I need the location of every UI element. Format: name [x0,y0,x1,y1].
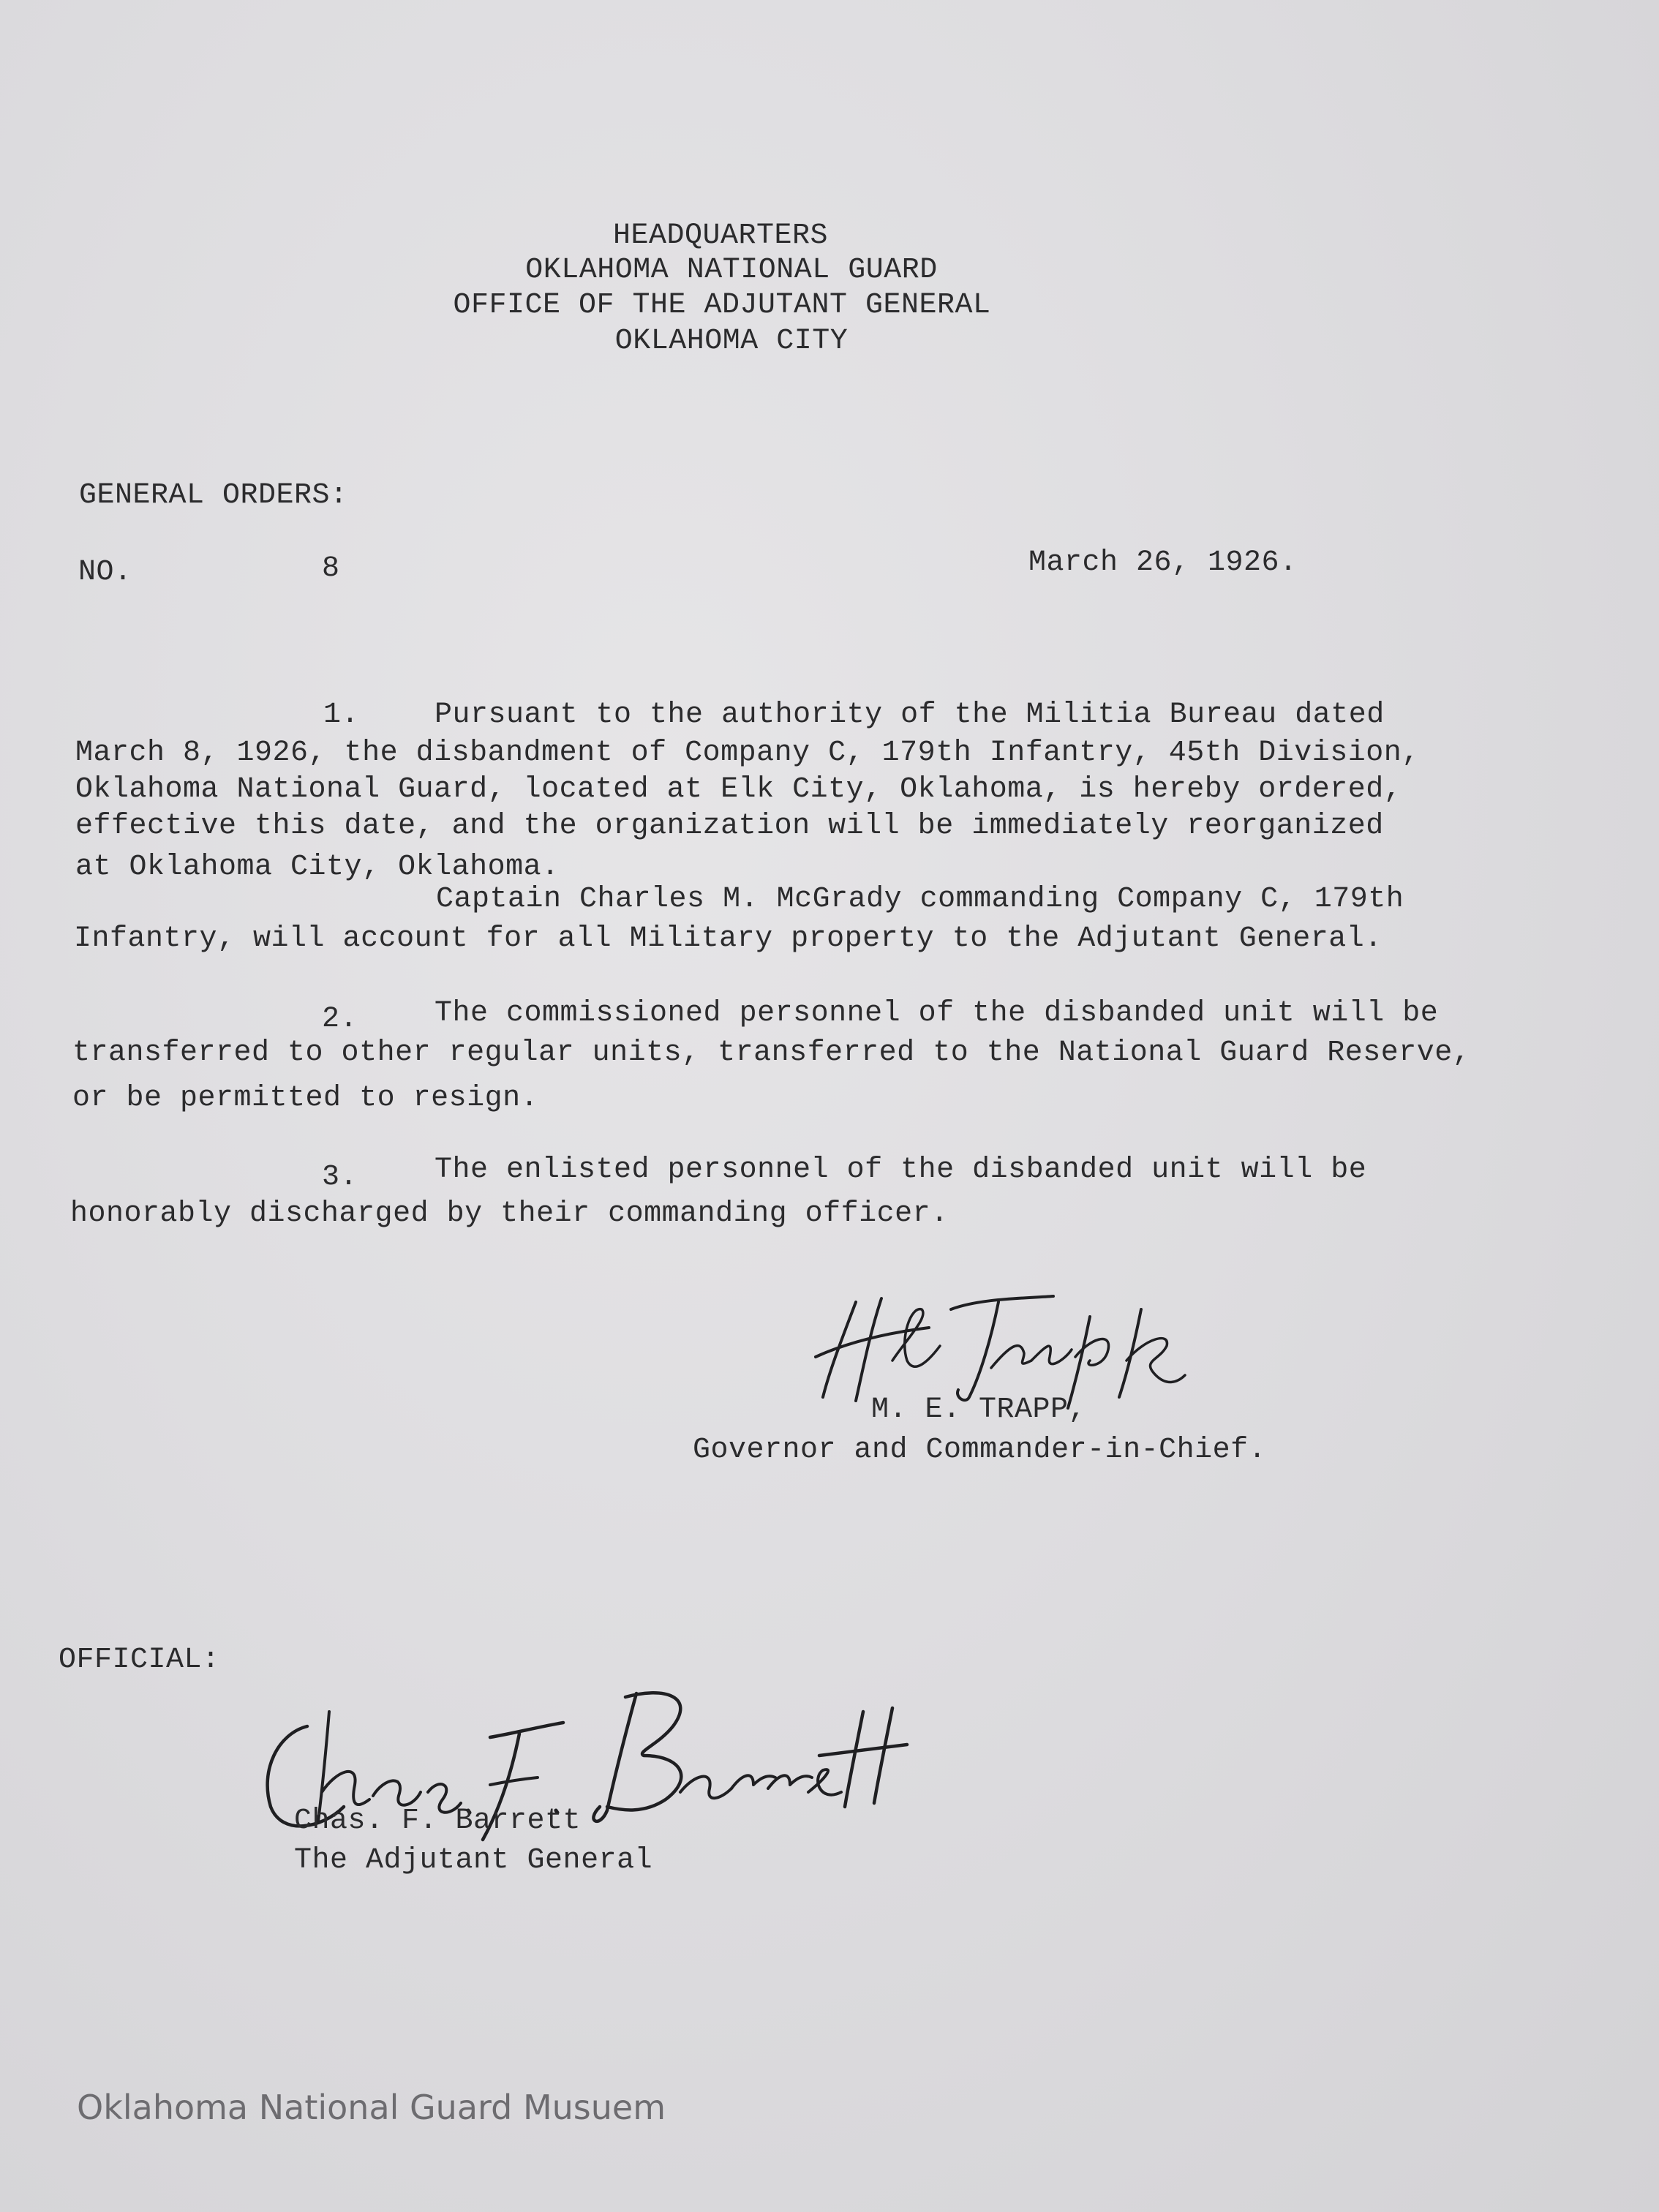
paragraph-3-number: 3. [322,1161,358,1194]
paragraph-1-line: at Oklahoma City, Oklahoma. [75,851,560,884]
paragraph-1-line: March 8, 1926, the disbandment of Company C, 179th Infantry, 45th Division, [75,737,1420,770]
paragraph-1-sub-line: Captain Charles M. McGrady commanding Company C, 179th [436,883,1404,916]
order-date: March 26, 1926. [1028,546,1298,579]
paragraph-3-line: The enlisted personnel of the disbanded unit will be [434,1154,1367,1186]
paragraph-2-line: transferred to other regular units, transferred to the National Guard Reserve, [72,1037,1471,1069]
header-oklahoma-national-guard: OKLAHOMA NATIONAL GUARD [525,254,938,287]
order-number: 8 [322,552,340,585]
header-office-adjutant-general: OFFICE OF THE ADJUTANT GENERAL [453,289,991,322]
paragraph-1-number: 1. [323,699,360,731]
header-headquarters: HEADQUARTERS [612,219,829,252]
governor-title: Governor and Commander-in-Chief. [693,1434,1267,1467]
order-number-label: NO. [78,556,132,589]
general-orders-heading: GENERAL ORDERS: [79,479,348,512]
governor-name: M. E. TRAPP, [871,1393,1087,1426]
official-label: OFFICIAL: [59,1644,220,1677]
adjutant-general-title: The Adjutant General [294,1844,653,1877]
paragraph-1-sub-line: Infantry, will account for all Military property to the Adjutant General. [74,922,1382,955]
paragraph-1-line: effective this date, and the organization will be immediately reorganized [75,810,1384,843]
paragraph-2-number: 2. [322,1003,358,1036]
adjutant-general-name: Chas. F. Barrett [294,1805,582,1837]
paragraph-2-line: The commissioned personnel of the disbanded unit will be [434,997,1439,1030]
paragraph-3-line: honorably discharged by their commanding officer. [70,1197,949,1230]
paragraph-2-line: or be permitted to resign. [72,1082,539,1115]
museum-credit-watermark: Oklahoma National Guard Musuem [77,2088,666,2127]
header-oklahoma-city: OKLAHOMA CITY [614,325,849,358]
paragraph-1-line: Oklahoma National Guard, located at Elk City, Oklahoma, is hereby ordered, [75,773,1402,806]
paragraph-1-line: Pursuant to the authority of the Militia Bureau dated [434,699,1385,731]
